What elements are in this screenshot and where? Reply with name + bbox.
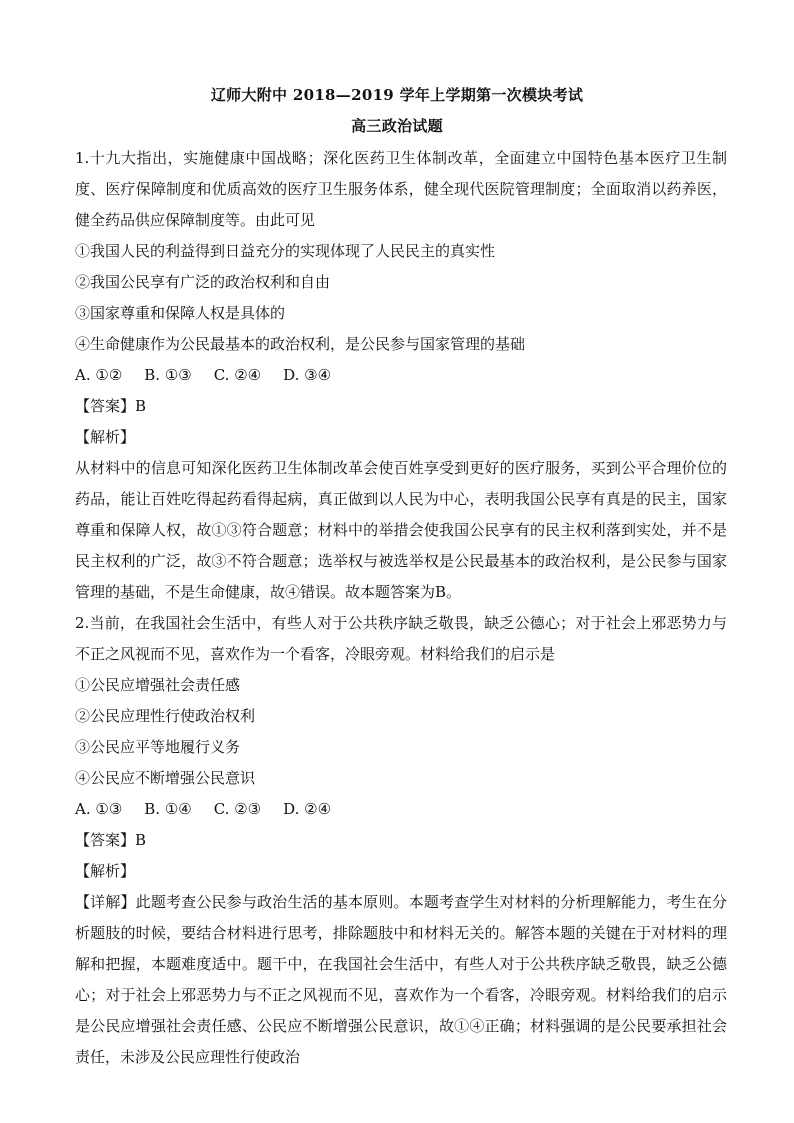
question-1-option-b: B. ①③ xyxy=(144,366,192,384)
document-subtitle: 高三政治试题 xyxy=(351,117,443,135)
question-2-item-1: ①公民应增强社会责任感 xyxy=(75,676,241,694)
question-2-analysis-label: 【解析】 xyxy=(75,862,136,880)
question-1-analysis-label: 【解析】 xyxy=(75,428,136,446)
question-2-answer: 【答案】B xyxy=(75,831,147,849)
question-1-option-d: D. ③④ xyxy=(283,366,332,384)
question-2-item-4: ④公民应不断增强公民意识 xyxy=(75,769,256,787)
question-2-option-d: D. ②④ xyxy=(283,800,332,818)
question-1-option-a: A. ①② xyxy=(75,366,123,384)
question-1-item-3: ③国家尊重和保障人权是具体的 xyxy=(75,304,286,322)
question-2-option-a: A. ①③ xyxy=(75,800,123,818)
question-1-option-c: C. ②④ xyxy=(213,366,262,384)
question-2-option-c: C. ②③ xyxy=(213,800,262,818)
question-1-item-4: ④生命健康作为公民最基本的政治权利，是公民参与国家管理的基础 xyxy=(75,335,526,353)
question-1-item-2: ②我国公民享有广泛的政治权利和自由 xyxy=(75,273,331,291)
question-1-item-1: ①我国人民的利益得到日益充分的实现体现了人民民主的真实性 xyxy=(75,242,496,260)
question-1-stem: 1.十九大指出，实施健康中国战略；深化医药卫生体制改革，全面建立中国特色基本医疗卫生制度、医疗保障制度和优质高效的医疗卫生服务体系，健全现代医院管理制度；全面取消以药养医，健全药品供应保障制度等。由此可见 xyxy=(75,149,727,229)
question-2-item-3: ③公民应平等地履行义务 xyxy=(75,738,241,756)
question-2-option-b: B. ①④ xyxy=(144,800,192,818)
question-2-stem: 2.当前，在我国社会生活中，有些人对于公共秩序缺乏敬畏，缺乏公德心；对于社会上邪恶势力与不正之风视而不见，喜欢作为一个看客，冷眼旁观。材料给我们的启示是 xyxy=(75,614,727,663)
question-1-analysis: 从材料中的信息可知深化医药卫生体制改革会使百姓享受到更好的医疗服务，买到公平合理价位的药品，能让百姓吃得起药看得起病，真正做到以人民为中心，表明我国公民享有真是的民主，国家尊重和保障人权，故①③符合题意；材料中的举措会使我国公民享有的民主权利落到实处，并不是民主权利的广泛，故③不符合题意；选举权与被选举权是公民最基本的政治权利，是公民参与国家管理的基础，不是生命健康，故④错误。故本题答案为B。 xyxy=(75,459,727,601)
document-title: 辽师大附中 2018—2019 学年上学期第一次模块考试 xyxy=(210,86,584,104)
document-body xyxy=(75,143,727,1073)
question-1-options xyxy=(75,360,727,391)
question-1-answer: 【答案】B xyxy=(75,397,147,415)
question-2-analysis: 【详解】此题考查公民参与政治生活的基本原则。本题考查学生对材料的分析理解能力，考生在分析题肢的时候，要结合材料进行思考，排除题肢中和材料无关的。解答本题的关键在于对材料的理解和把握，本题难度适中。题干中，在我国社会生活中，有些人对于公共秩序缺乏敬畏，缺乏公德心；对于社会上邪恶势力与不正之风视而不见，喜欢作为一个看客，冷眼旁观。材料给我们的启示是公民应增强社会责任感、公民应不断增强公民意识，故①④正确；材料强调的是公民要承担社会责任，未涉及公民应理性行使政治 xyxy=(75,893,727,1066)
question-2-options xyxy=(75,794,727,825)
question-2-item-2: ②公民应理性行使政治权利 xyxy=(75,707,256,725)
